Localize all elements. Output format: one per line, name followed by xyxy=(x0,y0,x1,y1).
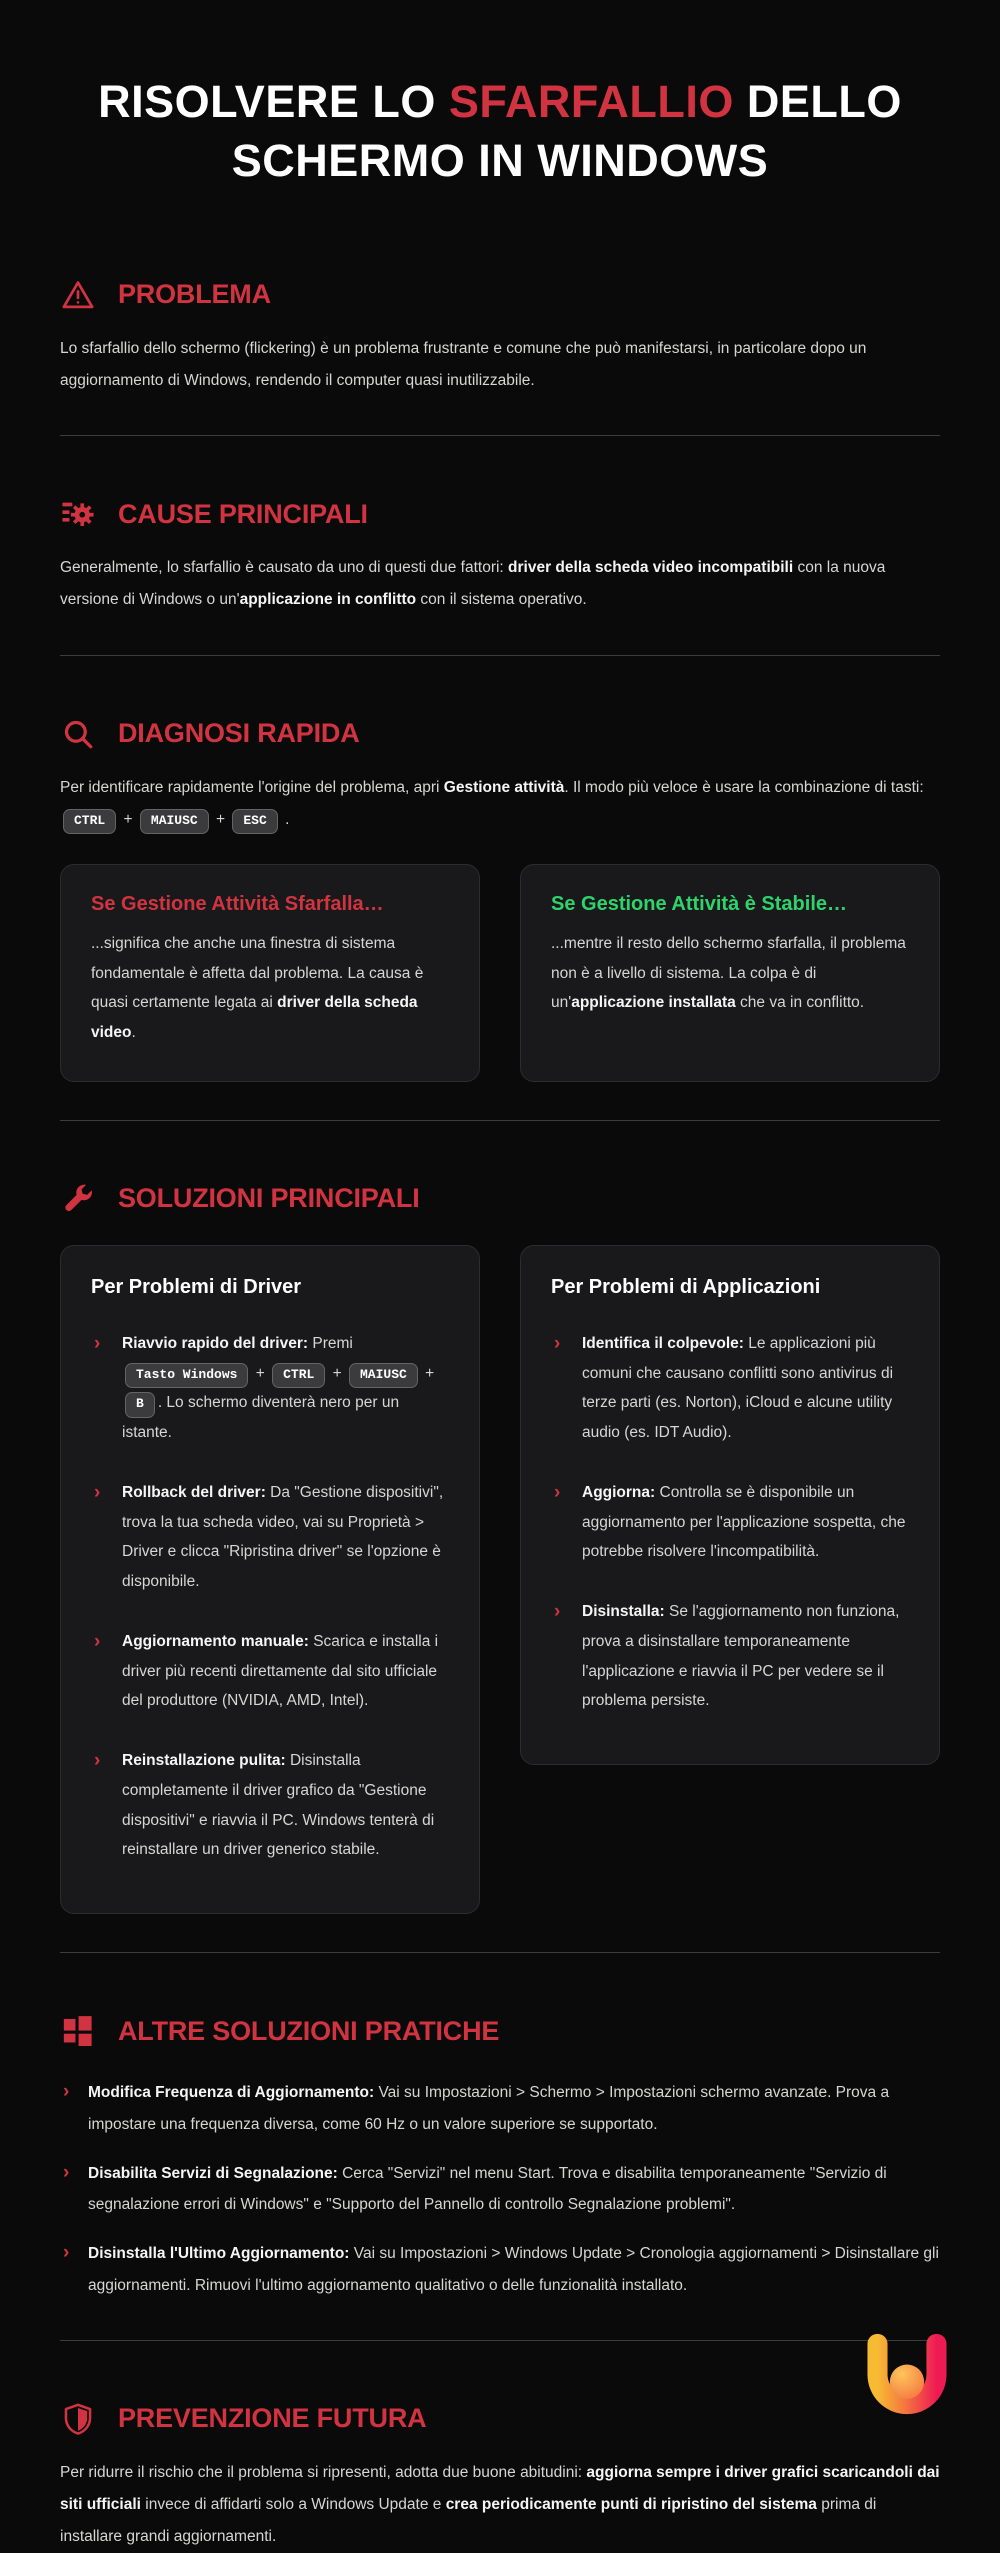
diagnosi-cards xyxy=(60,864,940,1082)
list-item xyxy=(60,2238,940,2302)
warning-triangle-icon xyxy=(60,277,96,313)
section-divider xyxy=(60,1952,940,1953)
chevron-icon: › xyxy=(63,2242,70,2264)
section-soluzioni xyxy=(60,1181,940,1914)
chevron-icon: › xyxy=(554,1332,561,1354)
diagnosi-card-stable-title: Se Gestione Attività è Stabile… xyxy=(551,893,848,916)
page-title-pre: RISOLVERE LO xyxy=(98,76,449,127)
key-cap: B xyxy=(125,1392,155,1417)
solution-card-driver-list xyxy=(91,1329,449,1865)
section-diagnosi-heading: DIAGNOSI RAPIDA xyxy=(118,718,360,749)
key-cap: CTRL xyxy=(63,809,116,834)
chevron-icon: › xyxy=(554,1481,561,1503)
section-altre-header xyxy=(60,2013,940,2049)
list-item-text: Disinstalla l'Ultimo Aggiornamento: Vai su Impostazioni > Windows Update > Cronologia aggiornamenti > Disinstallare gli aggiornamenti. Rimuovi l'ultimo aggiornamento qualitativo o delle funzionalità installato. xyxy=(88,2245,939,2295)
list-item xyxy=(91,1627,449,1716)
key-cap: ESC xyxy=(232,809,277,834)
chevron-icon: › xyxy=(94,1332,101,1354)
diagnosi-card-stable xyxy=(520,864,940,1082)
page-title-post: DELLO SCHERMO IN WINDOWS xyxy=(231,76,902,187)
section-soluzioni-header xyxy=(60,1181,940,1217)
section-problema-header xyxy=(60,277,940,313)
solution-card-driver-title: Per Problemi di Driver xyxy=(91,1275,302,1298)
section-divider xyxy=(60,435,940,436)
list-item-text: Disabilita Servizi di Segnalazione: Cerca "Servizi" nel menu Start. Trova e disabilita temporaneamente "Servizio di segnalazione errori di Windows" e "Supporto del Pannello di controllo Segnalazione problemi". xyxy=(88,2164,887,2214)
list-item xyxy=(551,1597,909,1716)
solution-card-driver xyxy=(60,1245,480,1914)
solution-card-apps-list xyxy=(551,1329,909,1716)
list-item xyxy=(60,2077,940,2141)
solution-card-apps xyxy=(520,1245,940,1765)
section-divider xyxy=(60,655,940,656)
list-item xyxy=(551,1329,909,1448)
shield-icon xyxy=(60,2401,96,2437)
section-prevenzione-header xyxy=(60,2401,940,2437)
section-cause-header xyxy=(60,496,940,532)
section-diagnosi-paragraph: Per identificare rapidamente l'origine del problema, apri Gestione attività. Il modo più veloce è usare la combinazione di tasti: CTRL + MAIUSC + ESC . xyxy=(60,772,940,836)
chevron-icon: › xyxy=(63,2081,70,2103)
key-cap: MAIUSC xyxy=(140,809,209,834)
altre-list xyxy=(60,2077,940,2302)
list-item xyxy=(551,1478,909,1567)
list-gear-icon xyxy=(60,496,96,532)
windows-icon xyxy=(60,2013,96,2049)
list-item-text: Aggiornamento manuale: Scarica e installa i driver più recenti direttamente dal sito ufficiale del produttore (NVIDIA, AMD, Intel). xyxy=(122,1632,439,1710)
chevron-icon: › xyxy=(94,1630,101,1652)
soluzioni-cards xyxy=(60,1245,940,1914)
section-altre xyxy=(60,2013,940,2302)
brand-logo xyxy=(848,2321,966,2447)
chevron-icon: › xyxy=(94,1481,101,1503)
brand-logo-icon xyxy=(848,2321,966,2447)
section-prevenzione xyxy=(60,2401,940,2553)
list-item xyxy=(91,1746,449,1865)
section-divider xyxy=(60,2340,940,2341)
chevron-icon: › xyxy=(94,1750,101,1772)
section-prevenzione-paragraph: Per ridurre il rischio che il problema si ripresenti, adotta due buone abitudini: aggiorna sempre i driver grafici scaricandoli dai siti ufficiali invece di affidarti solo a Windows Update e crea periodicamente punti di ripristino del sistema prima di installare grandi aggiornamenti. xyxy=(60,2463,940,2546)
key-cap: CTRL xyxy=(272,1363,325,1388)
section-diagnosi xyxy=(60,716,940,1082)
chevron-icon: › xyxy=(554,1601,561,1623)
section-cause-paragraph: Generalmente, lo sfarfallio è causato da uno di questi due fattori: driver della scheda video incompatibili con la nuova versione di Windows o un'applicazione in conflitto con il sistema operativo. xyxy=(60,559,886,609)
section-problema-paragraph: Lo sfarfallio dello schermo (flickering) è un problema frustrante e comune che può manifestarsi, in particolare dopo un aggiornamento di Windows, rendendo il computer quasi inutilizzabile. xyxy=(60,339,867,390)
list-item-text: Rollback del driver: Da "Gestione dispositivi", trova la tua scheda video, vai su Proprietà > Driver e clicca "Ripristina driver" se l'opzione è disponibile. xyxy=(122,1483,444,1591)
diagnosi-card-flicker-title: Se Gestione Attività Sfarfalla… xyxy=(91,893,384,916)
list-item-text: Riavvio rapido del driver: Premi Tasto Windows + CTRL + MAIUSC + B . Lo schermo diventerà nero per un istante. xyxy=(122,1334,435,1442)
section-soluzioni-heading: SOLUZIONI PRINCIPALI xyxy=(118,1183,420,1214)
search-icon xyxy=(60,716,96,752)
list-item xyxy=(91,1329,449,1448)
list-item-text: Reinstallazione pulita: Disinstalla completamente il driver grafico da "Gestione dispositivi" e riavvia il PC. Windows tenterà di reinstallare un driver generico stabile. xyxy=(122,1752,435,1859)
section-cause-heading: CAUSE PRINCIPALI xyxy=(118,498,368,529)
list-item-text: Aggiorna: Controlla se è disponibile un aggiornamento per l'applicazione sospetta, che potrebbe risolvere l'incompatibilità. xyxy=(582,1483,906,1561)
list-item xyxy=(60,2158,940,2222)
section-problema xyxy=(60,277,940,397)
wrench-icon xyxy=(60,1181,96,1217)
list-item-text: Modifica Frequenza di Aggiornamento: Vai su Impostazioni > Schermo > Impostazioni schermo avanzate. Prova a impostare una frequenza diversa, come 60 Hz o un valore superiore se supportato. xyxy=(88,2084,890,2133)
section-divider xyxy=(60,1120,940,1121)
list-item xyxy=(91,1478,449,1597)
diagnosi-card-flicker xyxy=(60,864,480,1082)
chevron-icon: › xyxy=(63,2161,70,2183)
solution-card-apps-title: Per Problemi di Applicazioni xyxy=(551,1275,821,1298)
section-diagnosi-header xyxy=(60,716,940,752)
section-cause xyxy=(60,496,940,616)
section-altre-heading: ALTRE SOLUZIONI PRATICHE xyxy=(118,2015,500,2046)
list-item-text: Identifica il colpevole: Le applicazioni più comuni che causano conflitti sono antivirus di terze parti (es. Norton), iCloud e alcune utility audio (es. IDT Audio). xyxy=(582,1334,894,1442)
section-prevenzione-heading: PREVENZIONE FUTURA xyxy=(118,2403,427,2434)
diagnosi-card-stable-body: ...mentre il resto dello schermo sfarfalla, il problema non è a livello di sistema. La colpa è di un'applicazione installata che va in conflitto. xyxy=(551,935,906,1012)
diagnosi-card-flicker-body: ...significa che anche una finestra di sistema fondamentale è affetta dal problema. La causa è quasi certamente legata ai driver della scheda video. xyxy=(91,935,424,1041)
page-title-highlight: SFARFALLIO xyxy=(448,76,734,127)
key-cap: Tasto Windows xyxy=(125,1363,248,1388)
key-cap: MAIUSC xyxy=(349,1363,418,1388)
section-problema-heading: PROBLEMA xyxy=(118,279,271,310)
list-item-text: Disinstalla: Se l'aggiornamento non funziona, prova a disinstallare temporaneamente l'applicazione e riavvia il PC per vedere se il problema persiste. xyxy=(582,1603,900,1710)
page-title xyxy=(60,72,940,191)
